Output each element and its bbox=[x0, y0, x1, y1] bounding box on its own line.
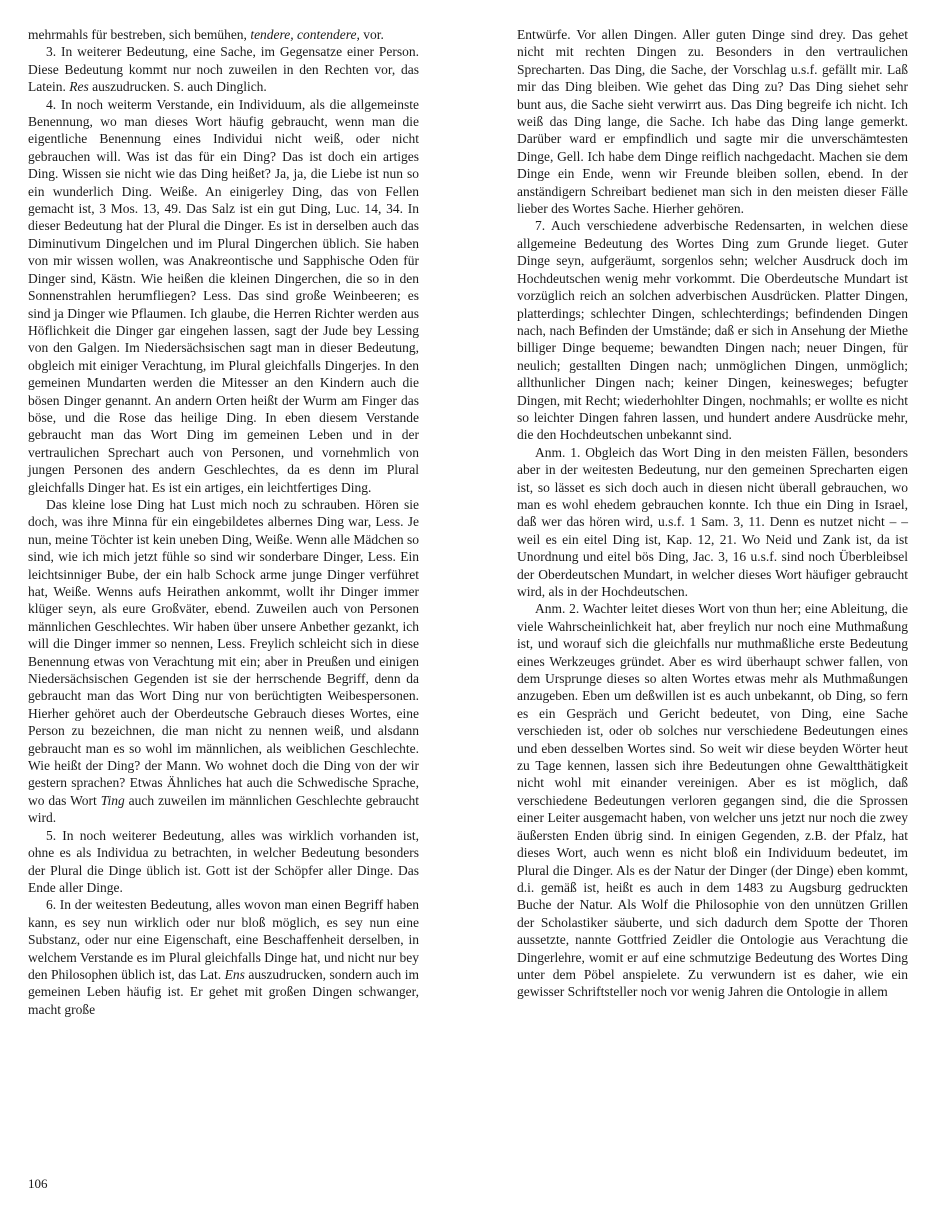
paragraph: Entwürfe. Vor allen Dingen. Aller guten Dinge sind drey. Das gehet nicht mit rechten Dingen zu. Besonders in den vertraulichen Sprecharten. Das Ding, die Sache, der Vorschlag u.s.f. gefällt mir. Laß mir das Ding bleiben. Wie gehet das Ding zu? Das Ding siehet sehr bunt aus, die Sache sieht verwirrt aus. Das Ding begreife ich nicht. Ich weiß das Ding lange, die Sache. Ich habe das Ding lange gemerkt. Darüber ward er empfindlich und sagte mir die unverschämtesten Dinge, Gell. Ich habe dem Dinge reiflich nachgedacht. Machen sie dem Dinge ein Ende, wenn wir Freunde bleiben sollen, ebend. In der anständigern Schreibart bedienet man sich in den meisten dieser Fälle lieber des Wortes Sache. Hierher gehören. bbox=[517, 27, 908, 217]
paragraph: 3. In weiterer Bedeutung, eine Sache, im Gegensatze einer Person. Diese Bedeutung kommt nur noch zuweilen in den Rechten vor, das Latein. Res auszudrucken. S. auch Dinglich. bbox=[28, 44, 419, 95]
page-body bbox=[28, 26, 908, 1176]
paragraph: Das kleine lose Ding hat Lust mich noch zu schrauben. Hören sie doch, was ihre Minna für ein eingebildetes albernes Ding war, Less. Je nun, meine Töchter ist kein uneben Ding, Weiße. Wenn alle Mädchen so sind, wie ich mich jetzt fühle so sind wir sonderbare Dinger, Less. Ein leichtsinniger Bube, der ein halb Schock arme junge Dinger verführet hat, Weiße. Wenns aufs Heirathen ankommt, wollt ihr Dinger immer klüger seyn, als eure Großväter, ebend. Zuweilen auch von Personen männlichen Geschlechtes. Wir haben über unsere Anbether gezankt, ich will die Dinger immer so nennen, Less. Freylich schleicht sich in diese Benennung etwas von Verachtung mit ein; aber in Preußen und einigen Niedersächsischen Gegenden ist sie der herrschende Begriff, denn da gebraucht man das Wort Ding nur von berüchtigten Weibespersonen. Hierher gehöret auch der Oberdeutsche Gebrauch dieses Wortes, eine Person zu bezeichnen, die man nicht zu nennen weiß, und alsdann gebraucht man es so wohl im männlichen, als weiblichen Geschlechte. Wie heißt der Ding? der Mann. Wo wohnet doch die Ding von der wir gestern sprachen? Etwas Ähnliches hat auch die Schwedische Sprache, wo das Wort Ting auch zuweilen im männlichen Geschlechte gebraucht wird. bbox=[28, 496, 419, 826]
paragraph: 4. In noch weiterm Verstande, ein Individuum, als die allgemeinste Benennung, wo man dieses Wort häufig gebraucht, wenn man die eigentliche Benennung eines Individui nicht weiß, oder nicht gebrauchen will. Was ist das für ein Ding? Das ist doch ein artiges Ding. Wissen sie nicht wie das Ding heißet? Ja, ja, die Liebe ist nun so ein wunderlich Ding. Weiße. An einigerley Ding, das von Fellen gemacht ist, 3 Mos. 13, 49. Das Salz ist ein gut Ding, Luc. 14, 34. In dieser Bedeutung hat der Plural die Dinger. Es ist in derselben auch das Diminutivum Dingelchen und im Plural Dingerchen üblich. Sie haben von mir wissen wollen, was Anakreontische und Sapphische Oden für Dinger sind, Kästn. Wie heißen die kleinen Dingerchen, die so in den Sonnenstrahlen herumfliegen? Less. Das sind große Weinbeeren; es sind ja Dinger wie Pflaumen. Ich glaube, die Herren Richter werden aus Höflichkeit die Dinger gar eingehen lassen, sagt der Jude bey Lessing von den Galgen. Im Niedersächsischen sagt man in dieser Bedeutung, obgleich mit einiger Verachtung, im Plural gleichfalls Dingerjes. In den gemeinen Mundarten werden die Mitesser an den Kindern auch die bösen Dinger genannt. An andern Orten heißt der Wurm am Finger das böse, und die Rose das heilige Ding. In eben diesem Verstande gebraucht man das Wort Ding im gemeinen Leben und in der vertraulichen Sprechart auch von Personen, und vornehmlich von jungen Personen des andern Geschlechtes, da es denn im Plural gleichfalls Dinger hat. Es ist ein artiges, ein leichtfertiges Ding. bbox=[28, 96, 419, 495]
left-column bbox=[28, 26, 419, 1176]
paragraph: Anm. 2. Wachter leitet dieses Wort von thun her; eine Ableitung, die viele Wahrscheinlichkeit hat, aber freylich nur noch eine Muthmaßung ist, und worauf sich die gleichfalls nur muthmaßliche erste Bedeutung eines Werkzeuges gründet. Aber es wird überhaupt schwer fallen, von dem Ursprunge dieses so alten Wortes etwas mehr als Muthmaßungen anzugeben. Eben um deßwillen ist es auch unbekannt, ob Ding, so fern es ein Gespräch und Gericht bedeutet, von Ding, eine Sache verschieden ist, oder ob solches nur verschiedene Bedeutungen eines und eben desselben Wortes sind. So weit wir diese beyden Wörter heut zu Tage kennen, lassen sich ihre Bedeutungen ohne Gewaltthätigkeit nicht wohl mit einander vereinigen. Aber es ist möglich, daß verschiedene Bedeutungen verloren gegangen sind, die die Sprossen einer Leiter ausgemacht haben, von welcher uns jetzt nur noch die zwey äußersten Enden übrig sind. In einigen Gegenden, z.B. der Pfalz, hat dieses Wort, auch wenn es nicht bloß ein Individuum bedeutet, im Plural die Dinger. Als es der Natur der Dinger (der Dinge) eben kommt, d.i. gemäß ist, heißt es auch in dem 1483 zu Augsburg gedruckten Buche der Natur. Als Wolf die Philosophie von den unnützen Grillen der Scholastiker säuberte, und sich dadurch dem Spotte der Thoren aussetzte, nannte Gottfried Zeidler die Ontologie aus Verachtung die Dingerlehre, womit er auf eine schmutzige Bedeutung des Wortes Ding unter dem Pöbel anspielete. Zu verwundern ist es daher, wie ein gewisser Schriftsteller noch vor wenig Jahren die Ontologie in allem bbox=[517, 601, 908, 1000]
page-number: 106 bbox=[28, 1176, 48, 1191]
right-column bbox=[517, 26, 908, 1176]
paragraph: mehrmahls für bestreben, sich bemühen, tendere, contendere, vor. bbox=[28, 27, 384, 42]
paragraph: 5. In noch weiterer Bedeutung, alles was wirklich vorhanden ist, ohne es als Individua zu betrachten, in welcher Bedeutung besonders der Plural die Dinge üblich ist. Gott ist der Schöpfer aller Dinge. Das Ende aller Dinge. bbox=[28, 827, 419, 895]
paragraph: 6. In der weitesten Bedeutung, alles wovon man einen Begriff haben kann, es sey nun wirklich oder nur bloß möglich, es sey nun eine Substanz, oder nur eine Eigenschaft, eine Beschaffenheit derselben, in welchem Verstande es im Plural gleichfalls Dinge hat, und nicht nur bey den Philosophen üblich ist, das Lat. Ens auszudrucken, sondern auch im gemeinen Leben häufig ist. Er gehet mit großen Dingen schwanger, macht große bbox=[28, 897, 419, 1017]
paragraph: Anm. 1. Obgleich das Wort Ding in den meisten Fällen, besonders aber in der weitesten Bedeutung, nur den gemeinen Sprecharten eigen ist, so lässet es sich doch auch in diesen nicht überall gebrauchen, wo man es wohl ehedem gebrauchen konnte. Ich thue ein Ding in Israel, daß wer das hören wird, u.s.f. 1 Sam. 3, 11. Denn es nutzet nicht – – weil es ein eitel Ding ist, Kap. 12, 21. Wo Neid und Zank ist, da ist Unordnung und eitel bös Ding, Jac. 3, 16 u.s.f. sind noch Überbleibsel der Oberdeutschen Mundart, in welcher dieses Wort häufiger gebraucht wird, als in der Hochdeutschen. bbox=[517, 444, 908, 599]
paragraph: 7. Auch verschiedene adverbische Redensarten, in welchen diese allgemeine Bedeutung des Wortes Ding zum Grunde lieget. Guter Dinge seyn, aufgeräumt, sorgenlos sehn; welcher Ausdruck doch im Hochdeutschen wenig mehr vorkommt. Die Oberdeutsche Mundart ist vorzüglich reich an solchen adverbischen Ausdrücken. Platter Dingen, platterdings; schlechter Dingen, schlechterdings; befindenden Dingen nach, nach Befinden der Umstände; daß er sich in Ansehung der Miethe billiger Dinge bequeme; bewandten Dingen nach; neuer Dingen, für neulich; gestallten Dingen nach; unmöglichen Dingen, unmöglich; allthunlicher Dingen nach; keiner Dingen, keinesweges; befugter Dingen, mit Recht; wiederhohlter Dingen, nochmahls; er wollte es nicht so leichter Dingen fahren lassen, und hundert andere Ausdrücke mehr, die den Hochdeutschen unbekannt sind. bbox=[517, 218, 908, 443]
